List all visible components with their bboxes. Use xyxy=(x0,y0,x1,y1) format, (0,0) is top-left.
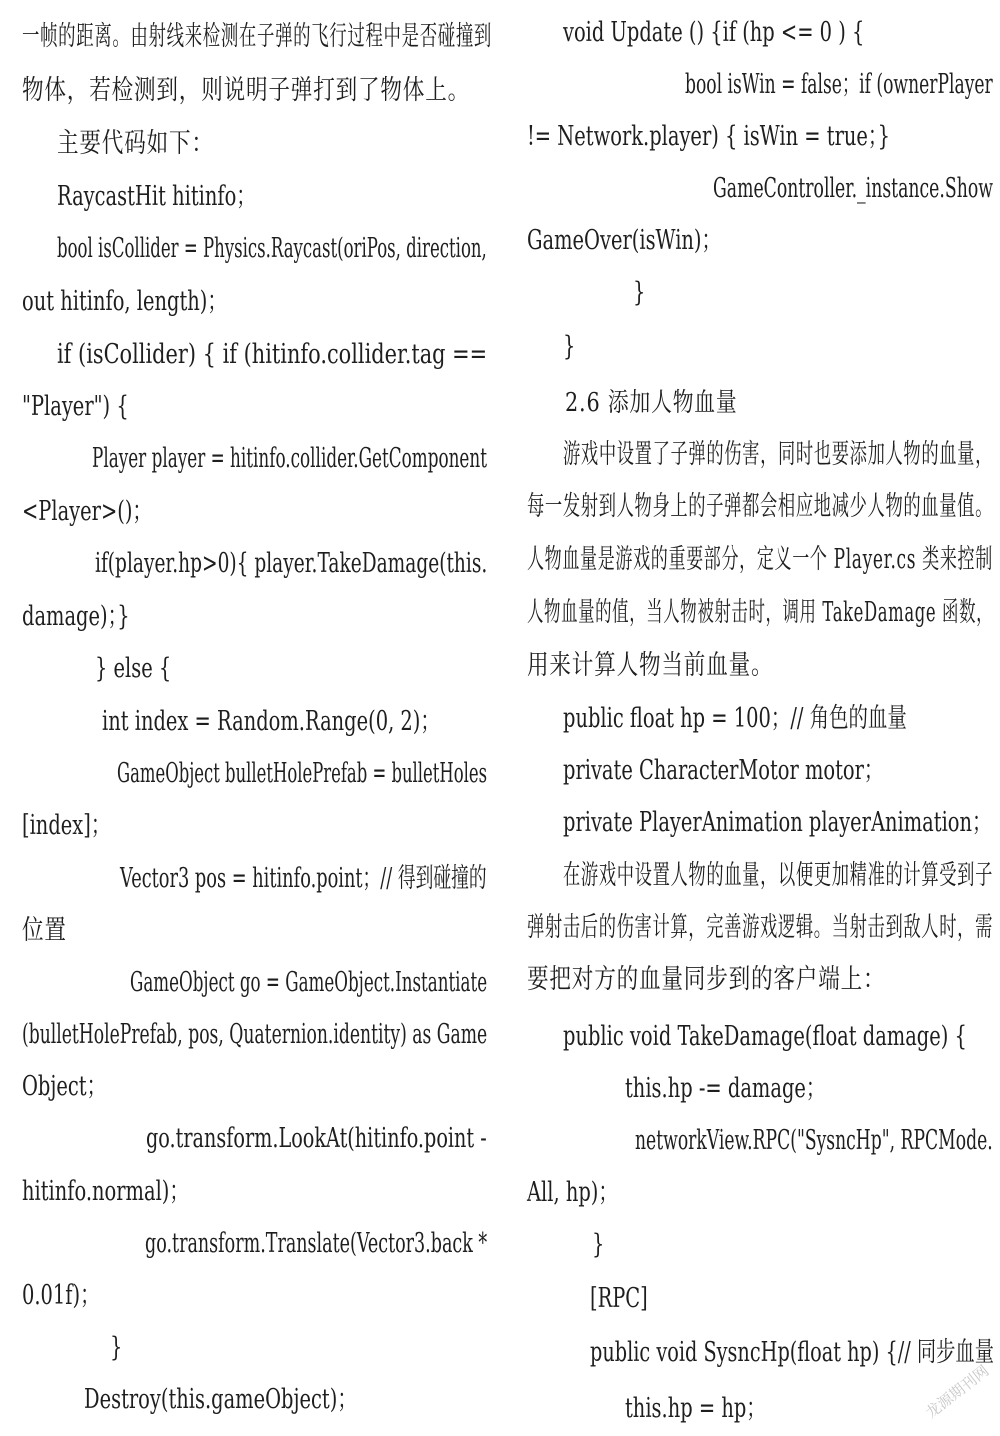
code-line: hitinfo.normal)； xyxy=(22,1176,189,1207)
code-line: int index = Random.Range(0, 2)； xyxy=(102,706,440,737)
paragraph-line: 物体，若检测到，则说明子弹打到了物体上。 xyxy=(22,75,470,106)
code-line: "Player") { xyxy=(22,391,129,422)
code-line: private CharacterMotor motor； xyxy=(563,755,884,786)
paragraph-line: 一帧的距离。由射线来检测在子弹的飞行过程中是否碰撞到 xyxy=(22,21,492,52)
code-line: public float hp = 100；// 角色的血量 xyxy=(563,703,907,734)
code-line: } else { xyxy=(95,653,172,684)
section-heading: 2.6 添加人物血量 xyxy=(565,388,738,418)
code-line: <Player>()； xyxy=(22,496,152,527)
code-line: this.hp = hp； xyxy=(625,1393,766,1424)
code-line: GameObject go = GameObject.Instantiate xyxy=(130,967,488,998)
code-line: Object； xyxy=(22,1071,107,1102)
code-line: GameObject bulletHolePrefab = bulletHoles xyxy=(117,758,488,789)
code-line: out hitinfo, length)； xyxy=(22,286,227,317)
paragraph-line: 人物血量是游戏的重要部分，定义一个 Player.cs 类来控制 xyxy=(527,544,993,575)
code-line: if(player.hp>0){ player.TakeDamage(this. xyxy=(95,548,488,579)
paragraph-line: 要把对方的血量同步到的客户端上： xyxy=(527,964,886,995)
paragraph-line: 弹射击后的伤害计算，完善游戏逻辑。当射击到敌人时，需 xyxy=(527,912,993,943)
code-line: damage)；} xyxy=(22,601,130,632)
code-line: bool isCollider = Physics.Raycast(oriPos, direction, xyxy=(57,233,487,264)
code-line: RaycastHit hitinfo； xyxy=(57,181,256,212)
code-line: } xyxy=(110,1332,123,1363)
code-line: (bulletHolePrefab, pos, Quaternion.identity) as Game xyxy=(22,1019,488,1050)
paragraph-line: 游戏中设置了子弹的伤害，同时也要添加人物的血量， xyxy=(563,439,993,470)
code-line: public void TakeDamage(float damage) { xyxy=(563,1021,967,1052)
code-line: go.transform.Translate(Vector3.back * xyxy=(145,1228,488,1259)
code-line: [index]； xyxy=(22,810,111,841)
code-line: All, hp)； xyxy=(527,1177,618,1208)
code-line: != Network.player) { isWin = true；} xyxy=(527,121,890,152)
code-line: GameController._instance.Show xyxy=(713,173,993,204)
code-line: Destroy(this.gameObject)； xyxy=(84,1384,357,1415)
code-line: } xyxy=(633,277,646,308)
paragraph-line: 在游戏中设置人物的血量，以便更加精准的计算受到子 xyxy=(563,860,993,891)
code-line: void Update () {if (hp <= 0 ) { xyxy=(563,17,865,48)
code-line: } xyxy=(563,331,576,362)
paragraph-line: 每一发射到人物身上的子弹都会相应地减少人物的血量值。 xyxy=(527,491,993,522)
code-line: Player player = hitinfo.collider.GetComponent xyxy=(92,443,487,474)
code-line: public void SysncHp(float hp) {// 同步血量 xyxy=(590,1337,994,1368)
code-line: if (isCollider) { if (hitinfo.collider.tag == xyxy=(57,339,488,370)
paragraph-line: 用来计算人物当前血量。 xyxy=(527,650,774,681)
code-line: 0.01f)； xyxy=(22,1280,100,1311)
code-line: GameOver(isWin)； xyxy=(527,225,721,256)
code-line: Vector3 pos = hitinfo.point；// 得到碰撞的 xyxy=(120,863,487,894)
code-line: } xyxy=(592,1229,605,1260)
right-text-column xyxy=(510,0,1000,1436)
code-line: networkView.RPC("SysncHp", RPCMode. xyxy=(635,1125,993,1156)
paragraph-line: 位置 xyxy=(22,915,67,946)
code-line: [RPC] xyxy=(590,1283,648,1314)
code-line: private PlayerAnimation playerAnimation； xyxy=(563,807,992,838)
code-line: this.hp -= damage； xyxy=(625,1073,826,1104)
code-line: go.transform.LookAt(hitinfo.point - xyxy=(146,1123,487,1154)
watermark: 龙源期刊网 xyxy=(922,1361,993,1422)
paragraph-line: 人物血量的值，当人物被射击时，调用 TakeDamage 函数， xyxy=(527,597,994,628)
paragraph-line: 主要代码如下： xyxy=(57,128,214,159)
code-line: bool isWin = false；if (ownerPlayer xyxy=(685,69,993,100)
